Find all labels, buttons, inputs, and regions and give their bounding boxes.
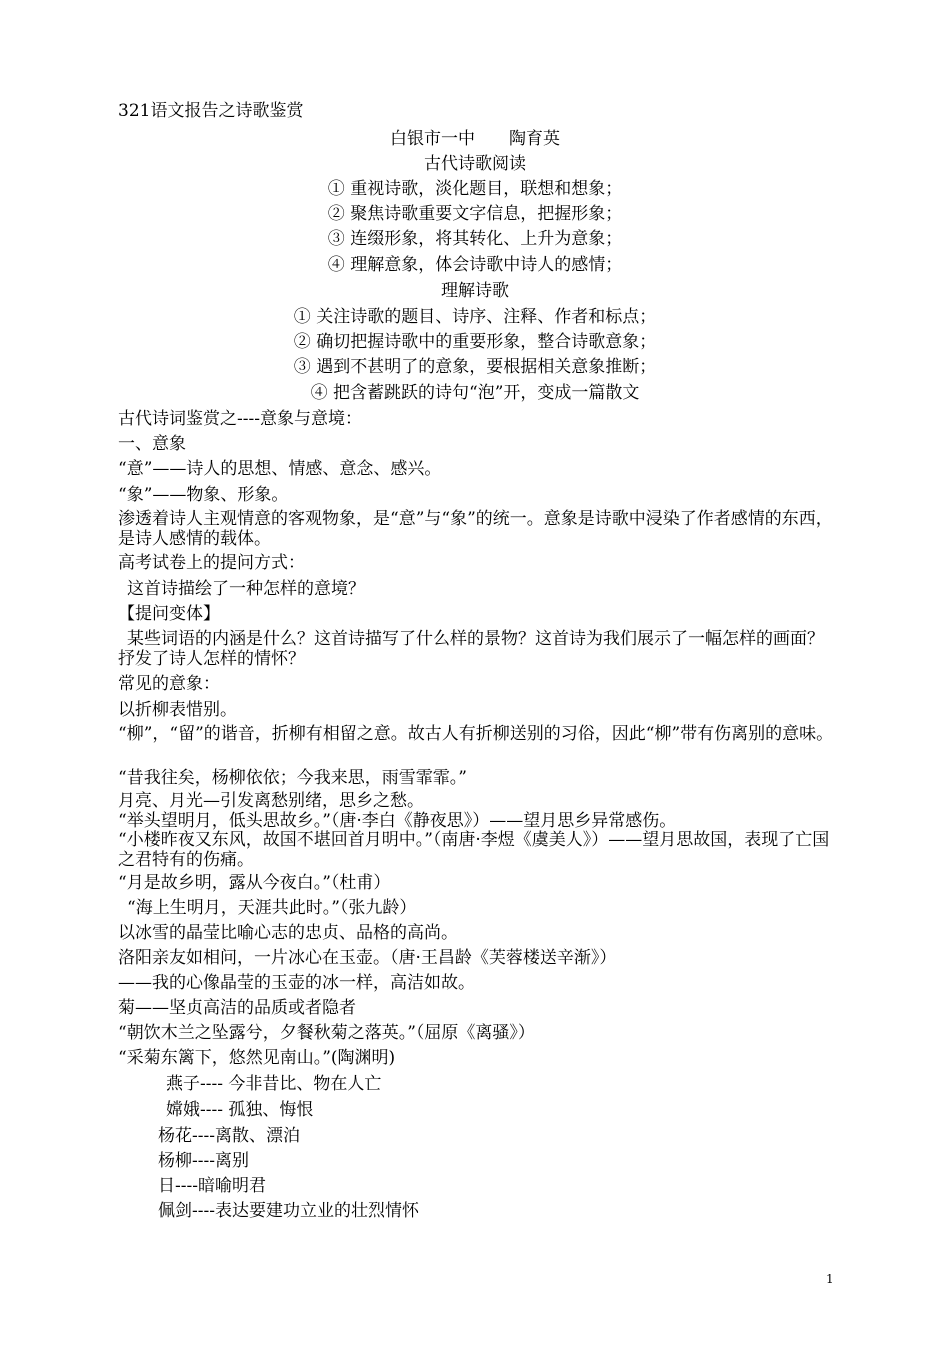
moon-quote-1: “举头望明月，低头思故乡。”（唐·李白《静夜思》）——望月思乡异常感伤。 <box>118 811 677 831</box>
topic-heading: 古代诗词鉴赏之----意象与意境： <box>118 409 362 429</box>
list-item: 杨花----离散、漂泊 <box>158 1126 300 1146</box>
moon-quote-3: “月是故乡明，露从今夜白。”（杜甫） <box>118 873 391 893</box>
definition-xiang: “象”——物象、形象。 <box>118 485 289 505</box>
ice-title: 以冰雪的晶莹比喻心志的忠贞、品格的高尚。 <box>118 923 458 943</box>
reading-step-3: ③ 连缀形象，将其转化、上升为意象； <box>327 229 623 249</box>
author-line: 白银市一中 陶育英 <box>390 129 560 149</box>
exam-question-label: 高考试卷上的提问方式： <box>118 553 305 573</box>
definition-paragraph: 渗透着诗人主观情意的客观物象，是“意”与“象”的统一。意象是诗歌中浸染了作者感情的东西，是诗人感情的载体。 <box>118 509 833 549</box>
common-imagery-label: 常见的意象： <box>118 674 220 694</box>
understand-step-2: ② 确切把握诗歌中的重要形象，整合诗歌意象； <box>293 332 657 352</box>
ice-explanation: ——我的心像晶莹的玉壶的冰一样，高洁如故。 <box>118 973 475 993</box>
section-heading-reading: 古代诗歌阅读 <box>424 154 526 174</box>
list-item: 佩剑----表达要建功立业的壮烈情怀 <box>158 1201 419 1221</box>
document-title: 321语文报告之诗歌鉴赏 <box>118 101 304 121</box>
variant-paragraph: 某些词语的内涵是什么？这首诗描写了什么样的景物？这首诗为我们展示了一幅怎样的画面？抒发了诗人怎样的情怀？ <box>118 629 824 669</box>
heading-yixiang: 一、意象 <box>118 434 186 454</box>
liu-explanation: “柳”，“留”的谐音，折柳有相留之意。故古人有折柳送别的习俗，因此“柳”带有伤离别的意味。 <box>118 724 834 744</box>
ice-quote: 洛阳亲友如相问，一片冰心在玉壶。（唐·王昌龄《芙蓉楼送辛渐》） <box>118 948 617 968</box>
moon-title: 月亮、月光—引发离愁别绪，思乡之愁。 <box>118 791 424 811</box>
moon-quote-4: “海上生明月，天涯共此时。”（张九龄） <box>127 898 417 918</box>
ju-title: 菊——坚贞高洁的品质或者隐者 <box>118 998 356 1018</box>
reading-step-1: ① 重视诗歌，淡化题目，联想和想象； <box>327 179 623 199</box>
variant-label: 【提问变体】 <box>118 604 220 624</box>
list-item: 燕子---- 今非昔比、物在人亡 <box>166 1074 382 1094</box>
understand-step-3: ③ 遇到不甚明了的意象，要根据相关意象推断； <box>293 357 657 377</box>
list-item: 日----暗喻明君 <box>158 1176 266 1196</box>
reading-step-4: ④ 理解意象，体会诗歌中诗人的感情； <box>327 255 623 275</box>
ju-quote-1: “朝饮木兰之坠露兮，夕餐秋菊之落英。”（屈原《离骚》） <box>118 1023 535 1043</box>
understand-step-1: ① 关注诗歌的题目、诗序、注释、作者和标点； <box>293 307 657 327</box>
reading-step-2: ② 聚焦诗歌重要文字信息，把握形象； <box>327 204 623 224</box>
list-item: 杨柳----离别 <box>158 1151 249 1171</box>
liu-quote: “昔我往矣，杨柳依依；今我来思，雨雪霏霏。” <box>118 768 467 788</box>
page-number: 1 <box>826 1272 834 1286</box>
understand-step-4: ④ 把含蓄跳跃的诗句“泡”开，变成一篇散文 <box>310 383 640 403</box>
ju-quote-2: “采菊东篱下，悠然见南山。”(陶渊明) <box>118 1048 396 1068</box>
section-heading-understand: 理解诗歌 <box>441 281 509 301</box>
liu-title: 以折柳表惜别。 <box>118 700 237 720</box>
list-item: 嫦娥---- 孤独、悔恨 <box>166 1100 314 1120</box>
exam-question: 这首诗描绘了一种怎样的意境？ <box>127 579 365 599</box>
definition-yi: “意”——诗人的思想、情感、意念、感兴。 <box>118 459 442 479</box>
moon-quote-2: “小楼昨夜又东风，故国不堪回首月明中。”（南唐·李煜《虞美人》）——望月思故国，表现了亡国之君特有的伤痛。 <box>118 830 830 870</box>
